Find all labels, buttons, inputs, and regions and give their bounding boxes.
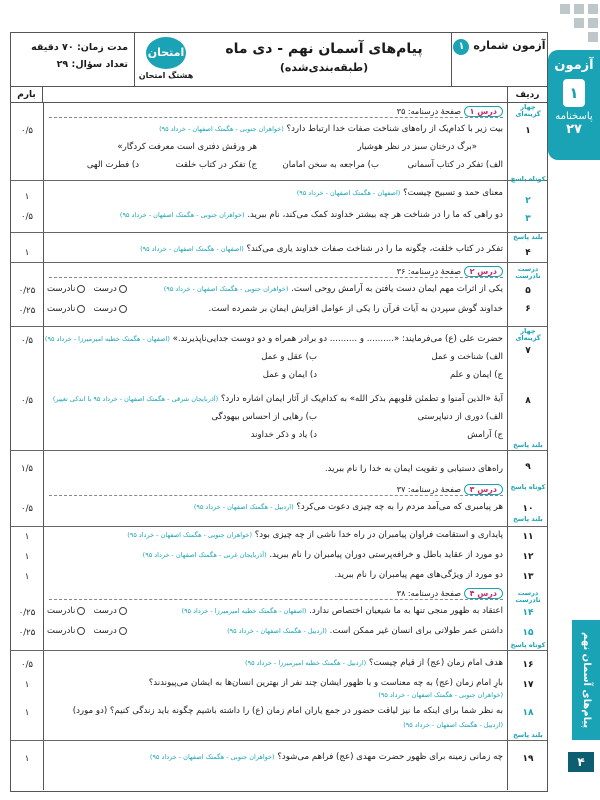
exam-duration: مدت زمان: ۷۰ دقیقه: [31, 42, 128, 53]
question-16: [49, 658, 503, 668]
lesson-4-page: صفحهٔ درسنامه: ۳۸: [396, 589, 462, 598]
question-14-false-label: نادرست: [47, 606, 76, 616]
tag-mcq-1: چهار گزینه‌ای: [515, 103, 541, 119]
separator-5: [11, 450, 547, 451]
lesson-3-header: [49, 484, 503, 496]
row-number-14: ۱۴: [522, 608, 534, 618]
row-number-13: ۱۳: [522, 572, 534, 582]
tag-desc-4: بلند پاسخ: [513, 731, 543, 739]
question-8-option-b[interactable]: ب) رهایی از احساس بیهودگی: [211, 412, 317, 422]
question-12-text: دو مورد از عقاید باطل و خرافه‌پرستی دوران پیامبران را نام ببرید.: [269, 550, 503, 560]
question-15-false-label: نادرست: [47, 626, 76, 636]
row-number-15: ۱۵: [522, 628, 534, 638]
row-number-12: ۱۲: [522, 552, 534, 562]
lesson-1-header: [49, 106, 503, 118]
lesson-4-header: [49, 588, 503, 600]
score-18: ۱: [24, 708, 30, 718]
question-15-text: داشتن عمر طولانی برای انسان غیر ممکن است.: [329, 626, 503, 636]
question-7-text: حضرت علی (ع) می‌فرمایند: «.......... و .......... دو برادر همراه و دو دوست جدایی‌ناپذیرند.»: [172, 334, 503, 344]
score-8: ۰/۵: [21, 396, 33, 406]
exam-number: ۱: [453, 39, 469, 55]
question-11-text: پایداری و استقامت فراوان پیامبران در راه خدا ناشی از چه چیزی بود؟: [254, 530, 503, 540]
score-3: ۰/۵: [21, 212, 33, 222]
score-11: ۱: [24, 532, 30, 542]
score-15: ۰/۲۵: [18, 628, 36, 638]
question-1-poem-b: هر ورقش دفتری است معرفت کردگار»: [117, 142, 257, 152]
separator-6: [11, 526, 547, 527]
question-5: [163, 284, 503, 294]
tag-desc-3: بلند پاسخ: [513, 515, 543, 523]
question-1-poem-a: «برگ درختان سبز در نظر هوشیار: [357, 142, 477, 152]
question-14-true-radio[interactable]: [119, 607, 127, 615]
question-3: [49, 210, 503, 220]
row-number-3: ۳: [525, 214, 531, 224]
question-5-false-label: نادرست: [47, 284, 76, 294]
question-5-true-radio[interactable]: [119, 285, 127, 293]
question-7-option-a[interactable]: الف) شناخت و عمل: [431, 352, 503, 362]
row-number-10: ۱۰: [522, 504, 534, 514]
question-2: [49, 188, 503, 198]
side-tab-title: آزمون: [554, 58, 594, 73]
question-6-true-label: درست: [93, 304, 117, 314]
question-8-text: آیهٔ «الذین آمنوا و تطمئن قلوبهم بذکر الله» به کدام‌یک از آثار ایمان اشاره دارد؟: [220, 394, 503, 404]
separator-7: [11, 650, 547, 651]
questions-area: [43, 102, 507, 790]
question-15-tf: [47, 626, 127, 636]
question-1-option-d[interactable]: د) فطرت الهی: [86, 160, 139, 170]
question-1-option-a[interactable]: الف) تفکر در کتاب آسمانی: [407, 160, 503, 170]
row-number-2: ۲: [525, 196, 531, 206]
question-14-tf: [47, 606, 127, 616]
score-13: ۱: [24, 572, 30, 582]
score-5: ۰/۲۵: [18, 286, 36, 296]
question-18-source-text: (اردبیل - هگمتک اصفهان - خرداد ۹۵): [403, 721, 503, 729]
question-15-true-radio[interactable]: [119, 627, 127, 635]
separator-8: [11, 740, 547, 741]
row-number-6: ۶: [525, 304, 531, 314]
question-14-false-radio[interactable]: [77, 607, 85, 615]
question-11-source: (خواهران جنوبی - هگمتک اصفهان - خرداد ۹۵): [127, 531, 252, 539]
lesson-2-label: درس ۲: [464, 266, 503, 277]
side-tab-number: ۱: [563, 79, 585, 107]
side-tab-key-page: ۲۷: [566, 122, 582, 137]
tag-tf-1: درست نادرست: [515, 265, 541, 281]
score-16: ۰/۵: [21, 660, 33, 670]
lesson-1-label: درس ۱: [464, 106, 503, 117]
separator-4: [11, 326, 547, 327]
score-1: ۰/۵: [21, 126, 33, 136]
exam-number-box: [451, 33, 547, 87]
question-10-text: هر پیامبری که می‌آمد مردم را به چه چیزی دعوت می‌کرد؟: [296, 502, 503, 512]
question-2-source: (اصفهان - هگمتک اصفهان - خرداد ۹۵): [296, 189, 401, 197]
question-18: به نظر شما برای اینکه ما نیز لیاقت حضور در جمع یاران امام زمان (ع) را داشته باشیم چگونه باید زندگی کنیم؟ (دو مورد): [72, 706, 503, 716]
question-15-source: (اردبیل - هگمتک اصفهان - خرداد ۹۵): [227, 627, 327, 635]
row-number-1: ۱: [525, 126, 531, 136]
publisher-logo: [135, 33, 197, 87]
question-7: [44, 334, 503, 344]
tag-short-3: کوتاه پاسخ: [510, 641, 546, 649]
tag-short-1: کوتاه پاسخ: [510, 175, 546, 183]
exam-question-count: تعداد سؤال: ۲۹: [56, 59, 128, 70]
lesson-2-page: صفحهٔ درسنامه: ۳۶: [396, 267, 462, 276]
question-16-source: (اردبیل - هگمتک خطبه امیرمیرزا - خرداد ۹۵): [245, 659, 367, 667]
question-16-text: هدف امام زمان (عج) از قیام چیست؟: [368, 658, 503, 668]
row-number-9: ۹: [525, 462, 531, 472]
lesson-3-label: درس ۳: [464, 484, 503, 495]
side-exam-tab: [548, 50, 600, 160]
question-6-false-label: نادرست: [47, 304, 76, 314]
row-number-11: ۱۱: [522, 532, 534, 542]
side-tab-key-label: پاسخنامه: [555, 111, 593, 122]
side-subject-band: پیام‌های آسمان نهم: [572, 620, 600, 740]
logo-caption: هشتگ امتحان: [138, 71, 194, 80]
separator-3: [11, 262, 547, 263]
score-6: ۰/۲۵: [18, 306, 36, 316]
question-6-false-radio[interactable]: [77, 305, 85, 313]
question-1-source: (خواهران جنوبی - هگمتک اصفهان - خرداد ۹۵): [159, 125, 284, 133]
logo-mark: امتحان: [146, 37, 186, 69]
row-number-16: ۱۶: [522, 660, 534, 670]
row-number-5: ۵: [525, 286, 531, 296]
score-4: ۱: [24, 248, 30, 258]
score-12: ۱: [24, 552, 30, 562]
question-3-source: (خواهران جنوبی - هگمتک اصفهان - خرداد ۹۵): [119, 211, 245, 219]
question-1: [49, 124, 503, 134]
question-7-option-c[interactable]: ج) ایمان و علم: [449, 370, 503, 380]
question-4-text: تفکر در کتاب خلقت، چگونه ما را در شناخت صفات خداوند یاری می‌کند؟: [246, 244, 503, 254]
question-10-source: (اردبیل - هگمتک اصفهان - خرداد ۹۵): [193, 503, 294, 511]
exam-subtitle: (طبقه‌بندی‌شده): [279, 61, 369, 74]
separator-2: [11, 232, 547, 233]
question-5-true-label: درست: [93, 284, 117, 294]
question-14-source: (اصفهان - هگمتک خطبه امیرمیرزا - خرداد ۹۵): [181, 607, 307, 615]
question-8: [49, 394, 503, 404]
question-1-text: بیت زیر با کدام‌یک از راه‌های شناخت صفات خدا ارتباط دارد؟: [286, 124, 503, 134]
lesson-3-page: صفحهٔ درسنامه: ۳۷: [396, 485, 462, 494]
corner-decoration: [540, 0, 600, 45]
question-15: [183, 626, 503, 636]
score-7: ۰/۵: [21, 336, 33, 346]
tag-desc-1: بلند پاسخ: [513, 233, 543, 241]
question-12-source: (آذربایجان غربی - هگمتک اصفهان - خرداد ۹۵): [142, 551, 267, 559]
question-4-source: (اصفهان - هگمتک اصفهان - خرداد ۹۵): [140, 245, 244, 253]
score-column-header: بارم: [11, 87, 43, 103]
question-3-text: دو راهی که ما را در شناخت هر چه بیشتر خداوند کمک می‌کند، نام ببرید.: [247, 210, 503, 220]
question-6-true-radio[interactable]: [119, 305, 127, 313]
question-19-source: (خواهران جنوبی - هگمتک اصفهان - خرداد ۹۵): [149, 753, 275, 761]
lesson-2-header: [49, 266, 503, 278]
question-5-source: (خواهران جنوبی - هگمتک اصفهان - خرداد ۹۵): [163, 285, 289, 293]
question-6-tf: [47, 304, 127, 314]
row-column-header: ردیف: [507, 87, 547, 103]
score-10: ۰/۵: [21, 504, 33, 514]
score-column: [11, 102, 43, 790]
question-19-text: چه زمانی زمینه برای ظهور حضرت مهدی (عج) فراهم می‌شود؟: [277, 752, 503, 762]
question-5-text: یکی از اثرات مهم ایمان دست یافتن به آرامش روحی است.: [291, 284, 503, 294]
question-17-source-text: (خواهران جنوبی - هگمتک اصفهان - خرداد ۹۵): [378, 691, 503, 699]
column-header: [11, 87, 547, 103]
question-9: راه‌های دستیابی و تقویت ایمان به خدا را نام ببرید.: [324, 464, 503, 474]
exam-label: آزمون شماره: [473, 39, 546, 52]
row-number-8: ۸: [525, 396, 531, 406]
exam-info-box: [11, 33, 135, 87]
exam-title: پیام‌های آسمان نهم - دی ماه: [225, 41, 423, 57]
question-8-option-a[interactable]: الف) دوری از دنیاپرستی: [417, 412, 503, 422]
tag-short-2: کوتاه پاسخ: [510, 483, 546, 491]
question-6: خداوند گوش سپردن به آیات قرآن را یکی از عوامل افزایش ایمان بر شمرده است.: [208, 304, 503, 314]
question-7-option-b[interactable]: ب) عقل و عمل: [261, 352, 317, 362]
question-14-text: اعتقاد به ظهور منجی تنها به ما شیعیان اختصاص ندارد.: [309, 606, 503, 616]
question-15-false-radio[interactable]: [77, 627, 85, 635]
question-17-source: [49, 690, 503, 700]
question-12: [49, 550, 503, 560]
question-14-true-label: درست: [93, 606, 117, 616]
score-9: ۱/۵: [21, 464, 33, 474]
row-number-19: ۱۹: [522, 754, 534, 764]
page-number: ۴: [568, 752, 594, 772]
lesson-1-page: صفحهٔ درسنامه: ۳۵: [396, 107, 462, 116]
question-14: [183, 606, 503, 616]
row-number-4: ۴: [525, 248, 531, 258]
question-7-source: (اصفهان - هگمتک خطبه امیرمیرزا - خرداد ۹۵): [44, 335, 170, 343]
question-8-option-d[interactable]: د) یاد و ذکر خداوند: [250, 430, 317, 440]
row-number-7: ۷: [525, 346, 531, 356]
separator-1: [11, 180, 547, 181]
row-number-column: [508, 102, 548, 790]
question-11: [49, 530, 503, 540]
tag-desc-2: بلند پاسخ: [513, 441, 543, 449]
score-14: ۰/۲۵: [18, 608, 36, 618]
question-8-source: (آذربایجان شرقی - هگمتک اصفهان - خرداد ۹۵ با اندکی تغییر): [52, 395, 219, 403]
row-number-17: ۱۷: [522, 680, 534, 690]
question-7-option-d[interactable]: د) ایمان و عمل: [262, 370, 317, 380]
question-19: [49, 752, 503, 762]
question-10: [49, 502, 503, 512]
question-2-text: معنای حمد و تسبیح چیست؟: [403, 188, 503, 198]
question-18-source: [49, 720, 503, 730]
question-5-tf: [47, 284, 127, 294]
tag-mcq-2: چهار گزینه‌ای: [515, 327, 541, 343]
question-13: دو مورد از ویژگی‌های مهم پیامبران را نام ببرید.: [334, 570, 503, 580]
exam-header: [11, 33, 547, 87]
score-2: ۱: [24, 192, 30, 202]
lesson-4-label: درس ۴: [464, 588, 503, 599]
exam-title-box: [197, 33, 451, 87]
question-1-option-c[interactable]: ج) تفکر در کتاب خلقت: [175, 160, 257, 170]
question-1-option-b[interactable]: ب) مراجعه به سخن امامان: [282, 160, 379, 170]
question-8-option-c[interactable]: ج) آرامش: [467, 430, 503, 440]
score-19: ۱: [24, 754, 30, 764]
score-17: ۱: [24, 680, 30, 690]
question-4: [49, 244, 503, 254]
row-number-18: ۱۸: [522, 708, 534, 718]
tag-tf-2: درست نادرست: [515, 589, 541, 605]
question-17: بارِ امام زمان (عج) به چه معناست و با ظهور ایشان چند نفر از بهترین انسان‌ها به ایشان می‌پیوندند؟: [148, 678, 503, 688]
question-15-true-label: درست: [93, 626, 117, 636]
question-5-false-radio[interactable]: [77, 285, 85, 293]
